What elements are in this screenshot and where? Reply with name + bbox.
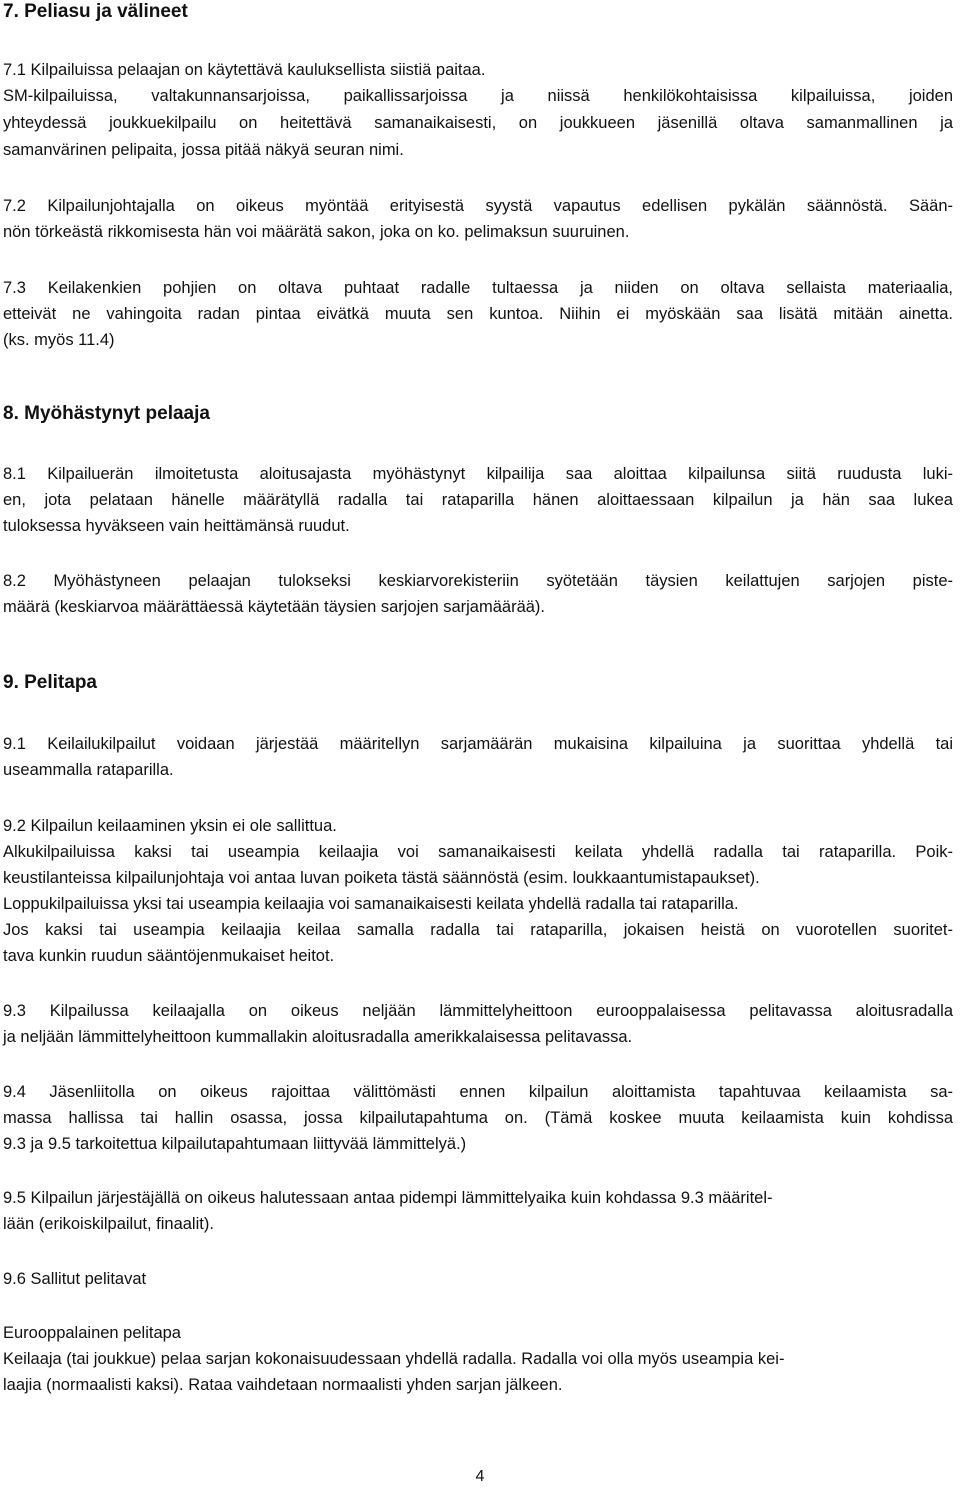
paragraph-7-1-line: yhteydessä joukkuekilpailu on heitettävä samanaikaisesti, on joukkueen jäsenillä oltava samanmallinen ja <box>3 114 953 132</box>
paragraph-9-5-line: 9.5 Kilpailun järjestäjällä on oikeus halutessaan antaa pidempi lämmittelyaika kuin kohdassa 9.3 määritel- <box>3 1189 773 1207</box>
paragraph-9-2-line: Alkukilpailuissa kaksi tai useampia keilaajia voi samanaikaisesti keilata yhdellä radalla tai rataparilla. Poik- <box>3 843 953 861</box>
paragraph-9-2-line: Loppukilpailuissa yksi tai useampia keilaajia voi samanaikaisesti keilata yhdellä radalla tai rataparilla. <box>3 895 739 913</box>
paragraph-8-2-line: määrä (keskiarvoa määrättäessä käytetään täysien sarjojen sarjamäärää). <box>3 598 546 616</box>
paragraph-euro-line: Keilaaja (tai joukkue) pelaa sarjan kokonaisuudessaan yhdellä radalla. Radalla voi olla myös useampia kei- <box>3 1350 785 1368</box>
paragraph-9-3-line: ja neljään lämmittelyheittoon kummallakin aloitusradalla amerikkalaisessa pelitavassa. <box>3 1028 633 1046</box>
paragraph-9-4-line: 9.3 ja 9.5 tarkoitettua kilpailutapahtumaan liittyvää lämmittelyä.) <box>3 1135 467 1153</box>
paragraph-7-3-line: (ks. myös 11.4) <box>3 331 115 349</box>
section-heading-9: 9. Pelitapa <box>3 672 97 693</box>
paragraph-9-2-line: Jos kaksi tai useampia keilaajia keilaa samalla radalla tai rataparilla, jokaisen heistä on vuorotellen suoritet- <box>3 921 953 939</box>
paragraph-9-1-line: 9.1 Keilailukilpailut voidaan järjestää määritellyn sarjamäärän mukaisina kilpailuina ja suorittaa yhdellä tai <box>3 735 953 753</box>
paragraph-euro-line: laajia (normaalisti kaksi). Rataa vaihdetaan normaalisti yhden sarjan jälkeen. <box>3 1376 563 1394</box>
subheading-eurooppalainen: Eurooppalainen pelitapa <box>3 1324 181 1342</box>
paragraph-8-1-line: 8.1 Kilpailuerän ilmoitetusta aloitusajasta myöhästynyt kilpailija saa aloittaa kilpailunsa siitä ruudusta luki- <box>3 465 953 483</box>
paragraph-7-2-line: 7.2 Kilpailunjohtajalla on oikeus myöntää erityisestä syystä vapautus edellisen pykälän säännöstä. Sään- <box>3 197 953 215</box>
paragraph-7-3-line: 7.3 Keilakenkien pohjien on oltava puhtaat radalle tultaessa ja niiden on oltava sellaista materiaalia, <box>3 279 953 297</box>
paragraph-8-1-line: tuloksessa hyväkseen vain heittämänsä ruudut. <box>3 517 350 535</box>
paragraph-9-3-line: 9.3 Kilpailussa keilaajalla on oikeus neljään lämmittelyheittoon eurooppalaisessa pelitavassa aloitusradalla <box>3 1002 953 1020</box>
paragraph-9-4-line: massa hallissa tai hallin osassa, jossa kilpailutapahtuma on. (Tämä koskee muuta keilaamista kuin kohdissa <box>3 1109 953 1127</box>
section-heading-7: 7. Peliasu ja välineet <box>3 1 188 22</box>
paragraph-9-6-line: 9.6 Sallitut pelitavat <box>3 1270 147 1288</box>
paragraph-7-1-line: 7.1 Kilpailuissa pelaajan on käytettävä kauluksellista siistiä paitaa. <box>3 61 486 79</box>
paragraph-7-2-line: nön törkeästä rikkomisesta hän voi määrätä sakon, joka on ko. pelimaksun suuruinen. <box>3 223 630 241</box>
paragraph-8-1-line: en, jota pelataan hänelle määrätyllä radalla tai rataparilla hänen aloittaessaan kilpailun ja hän saa lukea <box>3 491 953 509</box>
paragraph-9-1-line: useammalla rataparilla. <box>3 761 174 779</box>
paragraph-9-2-line: tava kunkin ruudun sääntöjenmukaiset heitot. <box>3 947 335 965</box>
paragraph-7-3-line: etteivät ne vahingoita radan pintaa eivätkä muuta sen kuntoa. Niihin ei myöskään saa lisätä mitään ainetta. <box>3 305 953 323</box>
paragraph-8-2-line: 8.2 Myöhästyneen pelaajan tulokseksi keskiarvorekisteriin syötetään täysien keilattujen sarjojen piste- <box>3 572 953 590</box>
paragraph-9-4-line: 9.4 Jäsenliitolla on oikeus rajoittaa välittömästi ennen kilpailun aloittamista tapahtuvaa keilaamista sa- <box>3 1083 953 1101</box>
paragraph-7-1-line: samanvärinen pelipaita, jossa pitää näkyä seuran nimi. <box>3 141 404 159</box>
paragraph-7-1-line: SM-kilpailuissa, valtakunnansarjoissa, paikallissarjoissa ja niissä henkilökohtaisissa kilpailuissa, joiden <box>3 87 953 105</box>
section-heading-8: 8. Myöhästynyt pelaaja <box>3 403 210 424</box>
paragraph-9-2-line: 9.2 Kilpailun keilaaminen yksin ei ole sallittua. <box>3 817 337 835</box>
paragraph-9-2-line: keustilanteissa kilpailunjohtaja voi antaa luvan poiketa tästä säännöstä (esim. loukkaantumistapaukset). <box>3 869 760 887</box>
paragraph-9-5-line: lään (erikoiskilpailut, finaalit). <box>3 1215 214 1233</box>
page-number: 4 <box>475 1468 485 1485</box>
